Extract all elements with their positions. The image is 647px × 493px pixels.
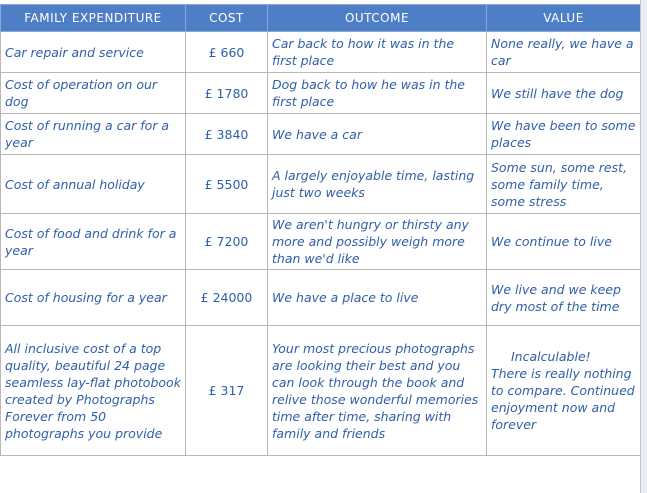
cell-outcome[interactable]: We aren't hungry or thirsty any more and possibly weigh more than we'd like	[268, 214, 487, 270]
header-expenditure: FAMILY EXPENDITURE	[1, 5, 186, 32]
header-value: VALUE	[487, 5, 641, 32]
cell-expenditure[interactable]: Cost of annual holiday	[1, 155, 186, 214]
cell-value[interactable]: We still have the dog	[487, 73, 641, 114]
cell-cost[interactable]: £ 3840	[186, 114, 268, 155]
cell-outcome[interactable]: We have a place to live	[268, 270, 487, 326]
table-row	[1, 326, 641, 456]
header-cost: COST	[186, 5, 268, 32]
cell-outcome[interactable]: We have a car	[268, 114, 487, 155]
cell-value[interactable]	[487, 326, 641, 456]
header-outcome: OUTCOME	[268, 5, 487, 32]
cell-cost[interactable]: £ 1780	[186, 73, 268, 114]
cell-expenditure[interactable]: Car repair and service	[1, 32, 186, 73]
expenditure-table	[0, 4, 641, 456]
cell-value[interactable]: Some sun, some rest, some family time, some stress	[487, 155, 641, 214]
cell-cost[interactable]: £ 24000	[186, 270, 268, 326]
cell-value[interactable]: We have been to some places	[487, 114, 641, 155]
cell-expenditure[interactable]: Cost of food and drink for a year	[1, 214, 186, 270]
table-row	[1, 32, 641, 73]
header-row	[1, 5, 641, 32]
table-row	[1, 270, 641, 326]
cell-outcome[interactable]: Your most precious photographs are looking their best and you can look through the book and relive those wonderful memories time after time, sharing with family and friends	[268, 326, 487, 456]
cell-expenditure[interactable]: Cost of operation on our dog	[1, 73, 186, 114]
cell-expenditure[interactable]: Cost of running a car for a year	[1, 114, 186, 155]
cell-value[interactable]: We live and we keep dry most of the time	[487, 270, 641, 326]
table-row	[1, 114, 641, 155]
table-row	[1, 155, 641, 214]
cell-value[interactable]: We continue to live	[487, 214, 641, 270]
cell-value[interactable]: None really, we have a car	[487, 32, 641, 73]
cell-expenditure[interactable]: Cost of housing for a year	[1, 270, 186, 326]
cell-cost[interactable]: £ 660	[186, 32, 268, 73]
cell-cost[interactable]: £ 7200	[186, 214, 268, 270]
table-row	[1, 73, 641, 114]
cell-expenditure[interactable]: All inclusive cost of a top quality, beautiful 24 page seamless lay-flat photobook created by Photographs Forever from 50 photographs you provide	[1, 326, 186, 456]
cell-outcome[interactable]: A largely enjoyable time, lasting just two weeks	[268, 155, 487, 214]
value-detail: There is really nothing to compare. Continued enjoyment now and forever	[491, 366, 635, 432]
table-row	[1, 214, 641, 270]
cell-cost[interactable]: £ 5500	[186, 155, 268, 214]
sheet-edge	[640, 0, 647, 493]
value-highlight: Incalculable!	[511, 349, 591, 364]
cell-outcome[interactable]: Dog back to how he was in the first place	[268, 73, 487, 114]
cell-outcome[interactable]: Car back to how it was in the first place	[268, 32, 487, 73]
cell-cost[interactable]: £ 317	[186, 326, 268, 456]
